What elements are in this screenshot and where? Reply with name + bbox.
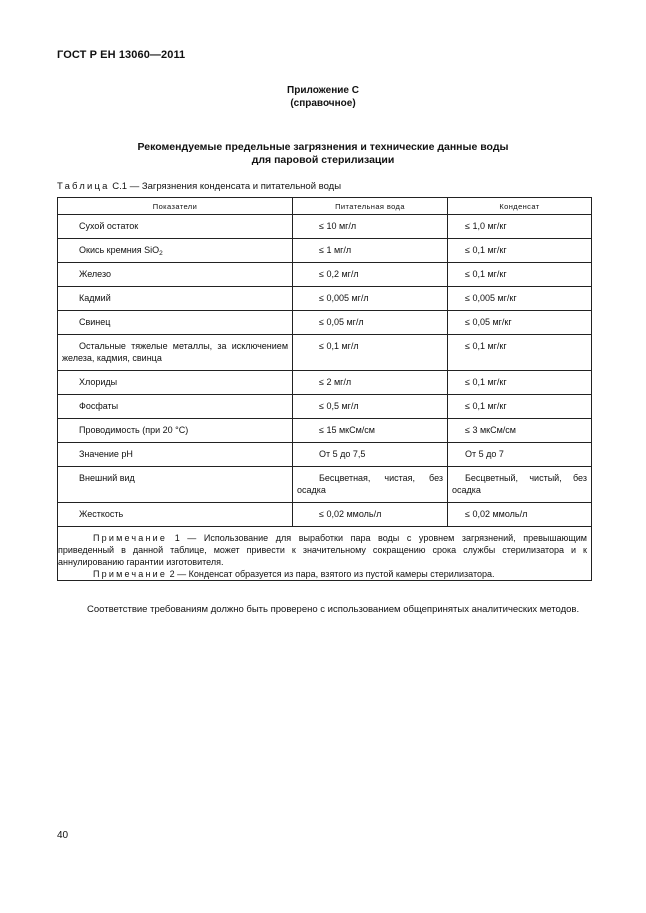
- table-row: [58, 335, 592, 371]
- feed-water-cell: ≤ 0,005 мг/л: [293, 287, 448, 311]
- condensate-cell: ≤ 3 мкСм/см: [448, 419, 592, 443]
- table-row: [58, 419, 592, 443]
- parameter-cell: Хлориды: [58, 371, 293, 395]
- parameter-text: Окись кремния SiO: [79, 245, 160, 255]
- appendix-note: (справочное): [290, 98, 356, 109]
- condensate-cell: ≤ 0,005 мг/кг: [448, 287, 592, 311]
- condensate-cell: ≤ 0,02 ммоль/л: [448, 503, 592, 527]
- parameter-cell: Значение pH: [58, 443, 293, 467]
- feed-water-cell: От 5 до 7,5: [293, 443, 448, 467]
- feed-water-cell: ≤ 1 мг/л: [293, 239, 448, 263]
- column-header-parameter: Показатели: [58, 198, 293, 215]
- note-text: 1 — Использование для выработки пара воды с уровнем загрязнений, превышающим приведенный в данной таблице, может привести к значительному сокращению срока службы стерилизатора и к аннулированию гарантии изготовителя.: [58, 533, 587, 567]
- feed-water-cell: ≤ 10 мг/л: [293, 215, 448, 239]
- table-header-row: [58, 198, 592, 215]
- page-number: 40: [57, 830, 69, 841]
- parameter-cell: Фосфаты: [58, 395, 293, 419]
- table-caption: [57, 181, 341, 192]
- table-row: [58, 395, 592, 419]
- condensate-cell: ≤ 0,1 мг/кг: [448, 263, 592, 287]
- condensate-cell: ≤ 0,1 мг/кг: [448, 371, 592, 395]
- note-label: Примечание: [93, 569, 168, 579]
- document-title-line2: для паровой стерилизации: [251, 154, 395, 166]
- note-label: Примечание: [93, 533, 168, 543]
- column-header-feed-water: Питательная вода: [293, 198, 448, 215]
- feed-water-cell: ≤ 2 мг/л: [293, 371, 448, 395]
- table-notes: [58, 527, 592, 581]
- parameter-cell: Проводимость (при 20 °C): [58, 419, 293, 443]
- subscript: 2: [159, 250, 163, 257]
- table-row: [58, 287, 592, 311]
- table-row: [58, 371, 592, 395]
- table-notes-row: [58, 527, 592, 581]
- table-row: [58, 443, 592, 467]
- table-row: [58, 311, 592, 335]
- condensate-cell: ≤ 0,1 мг/кг: [448, 239, 592, 263]
- feed-water-cell: Бесцветная, чистая, без осадка: [293, 467, 448, 503]
- parameter-cell: Жесткость: [58, 503, 293, 527]
- parameter-cell: Остальные тяжелые металлы, за исключением железа, кадмия, свинца: [58, 335, 293, 371]
- parameter-cell: Железо: [58, 263, 293, 287]
- table-note: [58, 568, 587, 580]
- standard-header: ГОСТ Р ЕН 13060—2011: [57, 49, 186, 61]
- table-note: [58, 532, 587, 568]
- feed-water-cell: ≤ 0,1 мг/л: [293, 335, 448, 371]
- parameter-cell: Сухой остаток: [58, 215, 293, 239]
- appendix-title: Приложение C: [287, 85, 359, 96]
- feed-water-cell: ≤ 15 мкСм/см: [293, 419, 448, 443]
- feed-water-cell: ≤ 0,05 мг/л: [293, 311, 448, 335]
- parameter-cell: Внешний вид: [58, 467, 293, 503]
- condensate-cell: ≤ 0,1 мг/кг: [448, 335, 592, 371]
- parameter-cell: Свинец: [58, 311, 293, 335]
- condensate-cell: ≤ 0,1 мг/кг: [448, 395, 592, 419]
- condensate-cell: От 5 до 7: [448, 443, 592, 467]
- note-text: 2 — Конденсат образуется из пара, взятого из пустой камеры стерилизатора.: [169, 569, 495, 579]
- condensate-cell: ≤ 0,05 мг/кг: [448, 311, 592, 335]
- condensate-cell: ≤ 1,0 мг/кг: [448, 215, 592, 239]
- parameter-cell: [58, 239, 293, 263]
- column-header-condensate: Конденсат: [448, 198, 592, 215]
- contamination-table: [57, 197, 592, 581]
- table-caption-label: Таблица: [57, 181, 110, 192]
- document-title-line1: Рекомендуемые предельные загрязнения и технические данные воды: [137, 141, 509, 153]
- table-caption-text: C.1 — Загрязнения конденсата и питательной воды: [112, 181, 342, 192]
- feed-water-cell: ≤ 0,2 мг/л: [293, 263, 448, 287]
- table-row: [58, 467, 592, 503]
- feed-water-cell: ≤ 0,5 мг/л: [293, 395, 448, 419]
- conformity-paragraph: Соответствие требованиям должно быть проверено с использованием общепринятых аналитических методов.: [87, 604, 580, 615]
- table-row: [58, 503, 592, 527]
- parameter-cell: Кадмий: [58, 287, 293, 311]
- table-row: [58, 215, 592, 239]
- condensate-cell: Бесцветный, чистый, без осадка: [448, 467, 592, 503]
- feed-water-cell: ≤ 0,02 ммоль/л: [293, 503, 448, 527]
- table-row: [58, 263, 592, 287]
- document-title: [0, 141, 646, 167]
- table-row: [58, 239, 592, 263]
